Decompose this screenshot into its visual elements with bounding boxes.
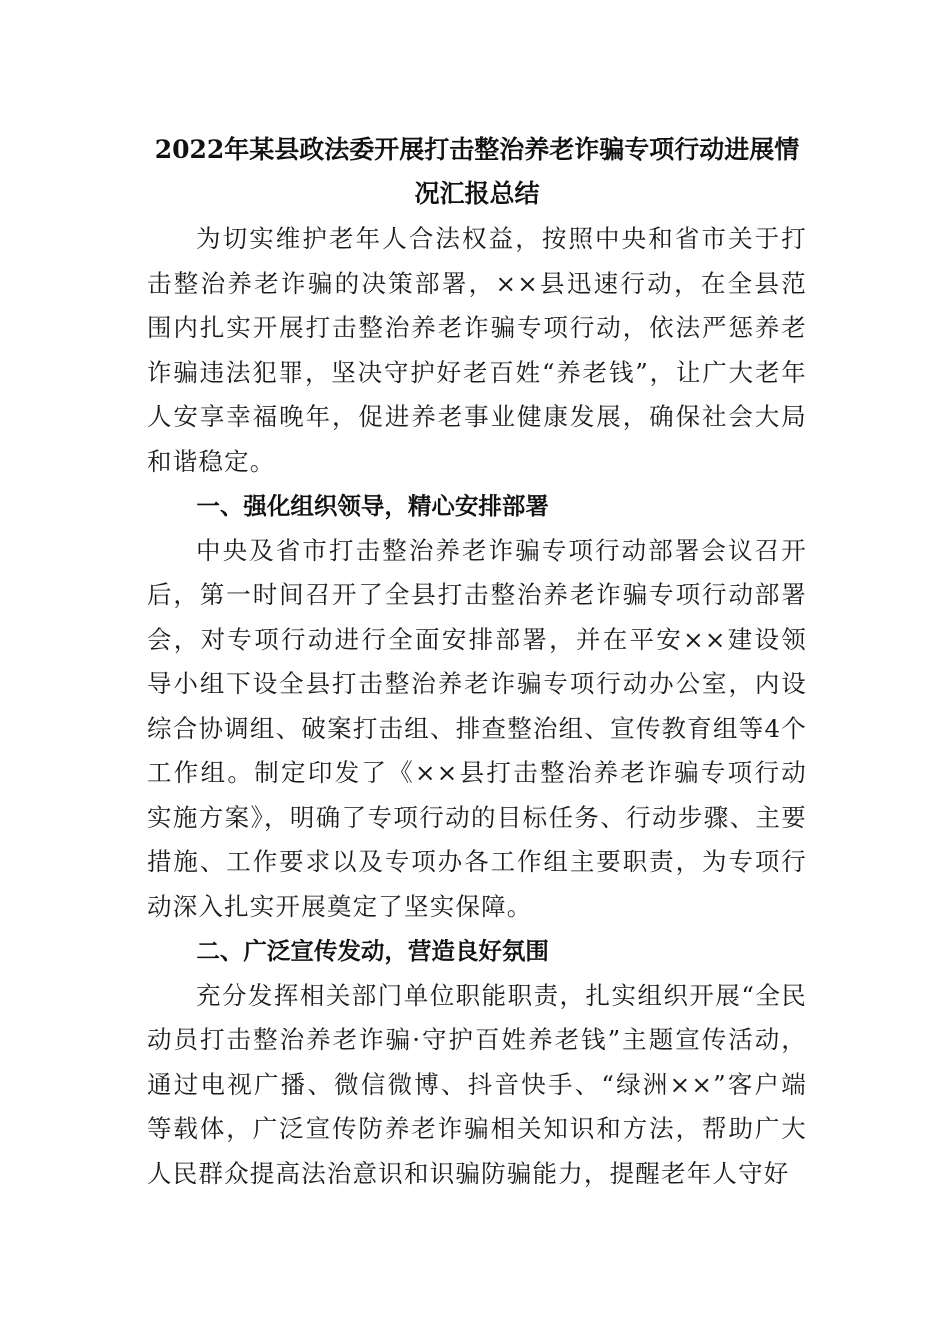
section-heading-2: 二、广泛宣传发动，营造良好氛围 (196, 937, 549, 965)
intro-paragraph: 为切实维护老年人合法权益，按照中央和省市关于打击整治养老诈骗的决策部署，××县迅速行动，在全县范围内扎实开展打击整治养老诈骗专项行动，依法严惩养老诈骗违法犯罪，坚决守护好老百姓“养老钱”，让广大老年人安享幸福晚年，促进养老事业健康发展，确保社会大局和谐稳定。 (147, 224, 807, 476)
title-line-1: 2022年某县政法委开展打击整治养老诈骗专项行动进展情 (154, 135, 800, 164)
document-title (147, 128, 807, 216)
title-line-2: 况汇报总结 (414, 179, 540, 208)
section-heading-1: 一、强化组织领导，精心安排部署 (196, 492, 549, 520)
section-body-1: 中央及省市打击整治养老诈骗专项行动部署会议召开后，第一时间召开了全县打击整治养老诈骗专项行动部署会，对专项行动进行全面安排部署，并在平安××建设领导小组下设全县打击整治养老诈骗专项行动办公室，内设综合协调组、破案打击组、排查整治组、宣传教育组等4个工作组。制定印发了《××县打击整治养老诈骗专项行动实施方案》，明确了专项行动的目标任务、行动步骤、主要措施、工作要求以及专项办各工作组主要职责，为专项行动深入扎实开展奠定了坚实保障。 (147, 535, 807, 921)
section-body-2: 充分发挥相关部门单位职能职责，扎实组织开展“全民动员打击整治养老诈骗·守护百姓养老钱”主题宣传活动，通过电视广播、微信微博、抖音快手、“绿洲××”客户端等载体，广泛宣传防养老诈骗相关知识和方法，帮助广大人民群众提高法治意识和识骗防骗能力，提醒老年人守好 (147, 980, 807, 1188)
document-content (147, 128, 807, 1196)
